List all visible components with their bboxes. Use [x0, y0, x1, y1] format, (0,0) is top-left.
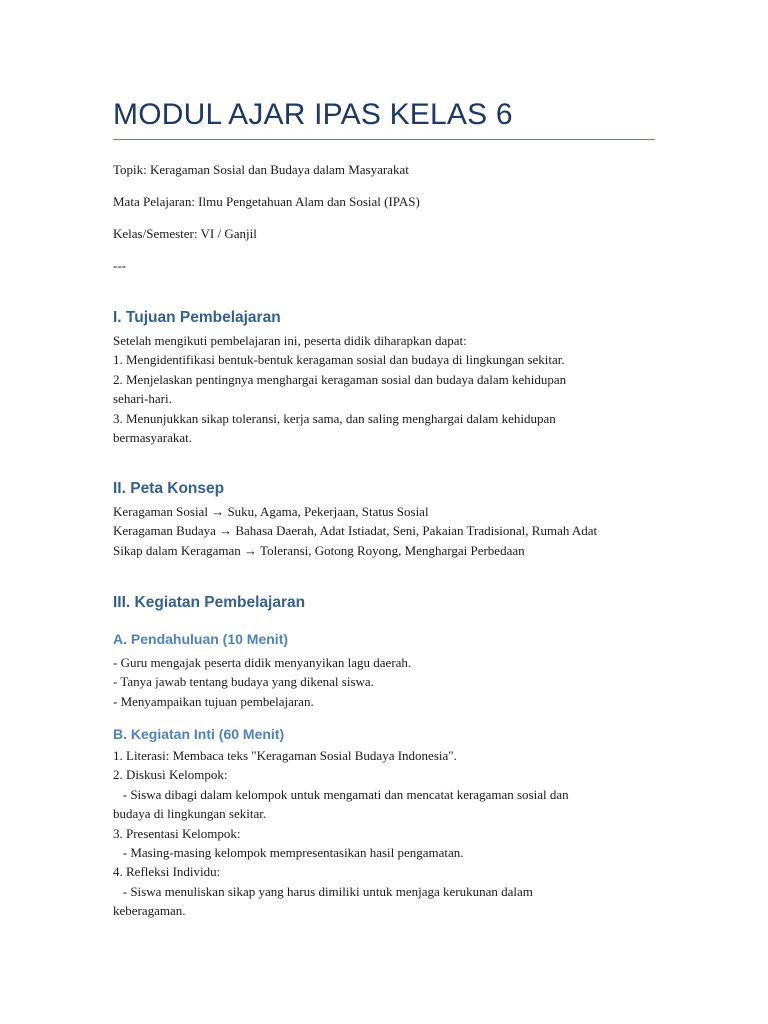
list-subitem: - Siswa menuliskan sikap yang harus dimiliki untuk menjaga kerukunan dalam: [113, 883, 533, 899]
subsection-heading-pendahuluan: A. Pendahuluan (10 Menit): [113, 631, 289, 647]
concept-line: Sikap dalam Keragaman → Toleransi, Gotong Royong, Menghargai Perbedaan: [113, 542, 525, 558]
list-item: 1. Literasi: Membaca teks "Keragaman Sosial Budaya Indonesia".: [113, 748, 457, 763]
paragraph-line: Setelah mengikuti pembelajaran ini, peserta didik diharapkan dapat:: [113, 333, 467, 348]
list-subitem: - Masing-masing kelompok mempresentasikan hasil pengamatan.: [113, 844, 464, 860]
list-item-continuation: sehari-hari.: [113, 391, 172, 407]
list-item: 3. Menunjukkan sikap toleransi, kerja sama, dan saling menghargai dalam kehidupan: [113, 410, 556, 426]
separator-line: ---: [113, 258, 126, 273]
list-subitem: - Siswa dibagi dalam kelompok untuk mengamati dan mencatat keragaman sosial dan: [113, 786, 569, 802]
list-item: 4. Refleksi Individu:: [113, 864, 221, 880]
section-body-tujuan: [113, 331, 658, 447]
list-item: - Guru mengajak peserta didik menyanyikan lagu daerah.: [113, 655, 412, 670]
section-heading-kegiatan: III. Kegiatan Pembelajaran: [113, 594, 306, 611]
subsection-body-kegiatan-inti: [113, 746, 658, 921]
list-item: - Menyampaikan tujuan pembelajaran.: [113, 693, 314, 709]
subsection-body-pendahuluan: [113, 653, 658, 711]
document-title: MODUL AJAR IPAS KELAS 6: [113, 98, 513, 131]
title-underline: [113, 139, 655, 140]
class-semester-line: Kelas/Semester: VI / Ganjil: [113, 226, 257, 241]
concept-line: Keragaman Sosial → Suku, Agama, Pekerjaan, Status Sosial: [113, 504, 429, 519]
list-item: - Tanya jawab tentang budaya yang dikenal siswa.: [113, 674, 374, 690]
list-item: 2. Menjelaskan pentingnya menghargai keragaman sosial dan budaya dalam kehidupan: [113, 371, 567, 387]
concept-line: Keragaman Budaya → Bahasa Daerah, Adat Istiadat, Seni, Pakaian Tradisional, Rumah Adat: [113, 523, 598, 539]
subsection-heading-kegiatan-inti: B. Kegiatan Inti (60 Menit): [113, 726, 285, 742]
section-heading-peta-konsep: II. Peta Konsep: [113, 480, 225, 497]
list-item: 3. Presentasi Kelompok:: [113, 825, 241, 841]
section-heading-tujuan: I. Tujuan Pembelajaran: [113, 309, 281, 326]
list-item: 2. Diskusi Kelompok:: [113, 767, 228, 783]
list-item-continuation: budaya di lingkungan sekitar.: [113, 806, 267, 822]
list-item: 1. Mengidentifikasi bentuk-bentuk keragaman sosial dan budaya di lingkungan sekitar.: [113, 352, 565, 368]
topic-line: Topik: Keragaman Sosial dan Budaya dalam Masyarakat: [113, 162, 409, 177]
subject-line: Mata Pelajaran: Ilmu Pengetahuan Alam dan Sosial (IPAS): [113, 194, 420, 209]
list-item-continuation: bermasyarakat.: [113, 429, 193, 445]
list-item-continuation: keberagaman.: [113, 903, 186, 919]
section-body-peta-konsep: [113, 502, 658, 560]
